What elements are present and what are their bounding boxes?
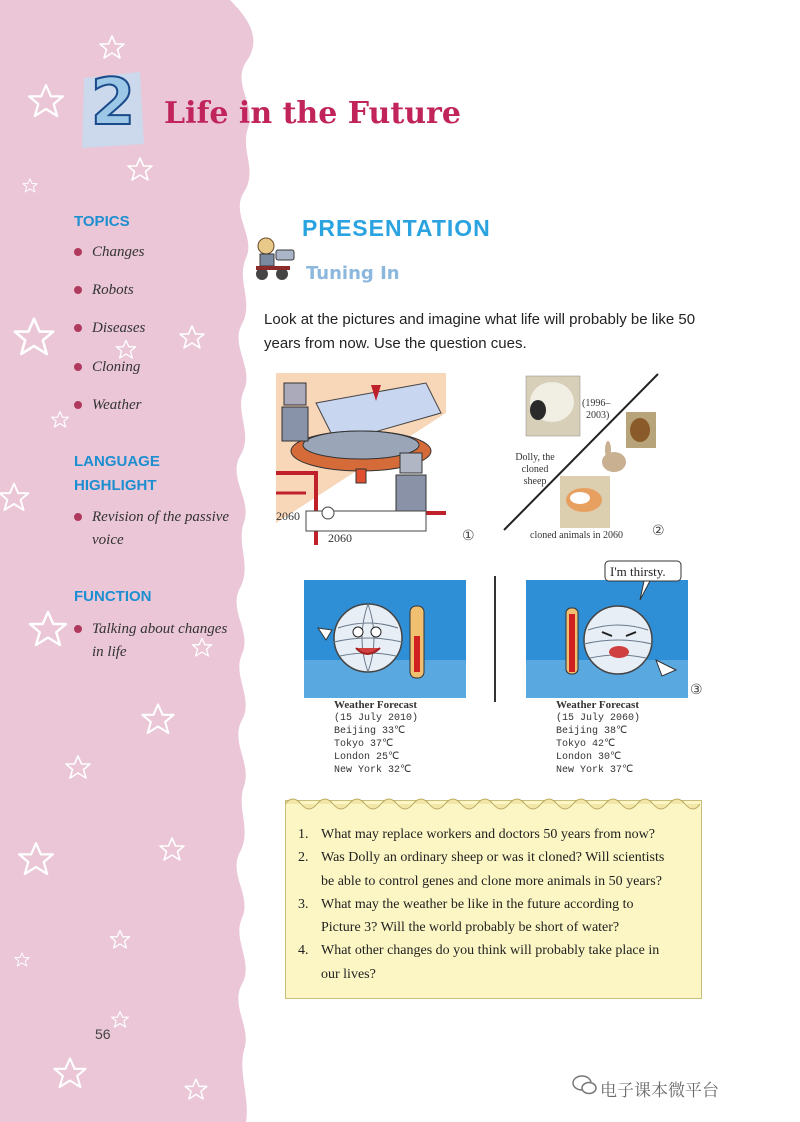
section-title: PRESENTATION — [302, 215, 491, 241]
topic-item: Cloning — [92, 359, 141, 375]
forecast-row: Beijing 33℃ — [334, 726, 406, 737]
question-number: 3. — [298, 896, 309, 912]
intro-line: Look at the pictures and imagine what life will probably be like 50 — [264, 311, 696, 328]
speech-text: I'm thirsty. — [610, 564, 666, 579]
unit-number-badge — [78, 66, 148, 150]
dolly-caption — [505, 452, 565, 488]
question-item — [298, 893, 693, 940]
question-line: Picture 3? Will the world probably be short of water? — [321, 920, 620, 936]
language-heading: LANGUAGE — [74, 453, 160, 470]
topic-item: Changes — [92, 244, 145, 260]
question-item — [298, 939, 693, 986]
picture-1-label: 2060 — [328, 531, 352, 545]
scroll-decoration — [285, 794, 700, 810]
question-number: 2. — [298, 850, 309, 866]
bullet-icon — [74, 286, 82, 294]
forecast-date: (15 July 2060) — [556, 713, 641, 724]
highlight-heading: HIGHLIGHT — [74, 477, 157, 494]
weather-forecast-2010 — [334, 699, 418, 777]
question-list — [298, 823, 693, 986]
question-line: What may replace workers and doctors 50 years from now? — [321, 827, 655, 842]
forecast-row: Tokyo 37℃ — [334, 739, 394, 750]
forecast-row: Beijing 38℃ — [556, 726, 628, 737]
function-item-line-2: in life — [92, 644, 127, 660]
question-line: Was Dolly an ordinary sheep or was it cloned? Will scientists — [321, 850, 665, 866]
robots-illustration — [276, 373, 446, 545]
forecast-row: Tokyo 42℃ — [556, 739, 616, 750]
dolly-caption-line: sheep — [523, 476, 547, 487]
function-heading: FUNCTION — [74, 588, 152, 605]
forecast-row: London 25℃ — [334, 752, 400, 763]
unit-title: Life in the Future — [164, 96, 461, 131]
topic-item: Diseases — [92, 320, 146, 336]
bullet-icon — [74, 363, 82, 371]
wechat-icon — [572, 1074, 598, 1096]
language-item-line-2: voice — [92, 532, 124, 548]
forecast-heading: Weather Forecast — [556, 699, 639, 711]
unit-number: 2 — [90, 66, 136, 140]
robot-mascot-icon — [252, 236, 304, 282]
question-number: 4. — [298, 943, 309, 959]
picture-2-caption: cloned animals in 2060 — [530, 530, 624, 541]
divider — [494, 576, 496, 702]
picture-1-marker: ① — [462, 528, 475, 544]
dolly-years-line: 2003) — [586, 410, 610, 421]
bullet-icon — [74, 248, 82, 256]
forecast-heading: Weather Forecast — [334, 699, 417, 711]
function-item-line-1: Talking about changes — [92, 621, 228, 637]
topic-item: Robots — [92, 282, 134, 298]
question-number: 1. — [298, 827, 309, 842]
picture-1-label: 2060 — [276, 509, 300, 523]
forecast-date: (15 July 2010) — [334, 713, 419, 724]
language-item-line-1: Revision of the passive — [92, 509, 230, 525]
dolly-years — [582, 398, 610, 422]
dolly-years-line: (1996– — [582, 398, 611, 409]
forecast-row: New York 37℃ — [556, 765, 634, 776]
dolly-caption-line: Dolly, the — [515, 452, 555, 463]
question-item — [298, 846, 693, 893]
topics-heading: TOPICS — [74, 213, 130, 230]
bullet-icon — [74, 401, 82, 409]
bullet-icon — [74, 324, 82, 332]
weather-forecast-2060 — [556, 699, 640, 777]
page-number: 56 — [95, 1026, 111, 1042]
earth-cool-illustration — [304, 580, 466, 698]
picture-2-marker: ② — [652, 523, 665, 539]
intro-text — [264, 308, 724, 356]
bullet-icon — [74, 513, 82, 521]
forecast-row: New York 32℃ — [334, 765, 412, 776]
dolly-caption-line: cloned — [521, 464, 549, 475]
question-line: What may the weather be like in the future according to — [321, 896, 634, 912]
question-item — [298, 823, 693, 846]
question-line: What other changes do you think will probably take place in — [321, 943, 660, 959]
bullet-icon — [74, 625, 82, 633]
subsection-title: Tuning In — [306, 263, 400, 284]
picture-3-marker: ③ — [690, 682, 703, 698]
watermark: 电子课本微平台 — [600, 1081, 719, 1101]
intro-line: years from now. Use the question cues. — [264, 335, 527, 352]
question-line: be able to control genes and clone more animals in 50 years? — [321, 873, 662, 889]
question-line: our lives? — [321, 966, 376, 982]
forecast-row: London 30℃ — [556, 752, 622, 763]
topic-item: Weather — [92, 397, 142, 413]
